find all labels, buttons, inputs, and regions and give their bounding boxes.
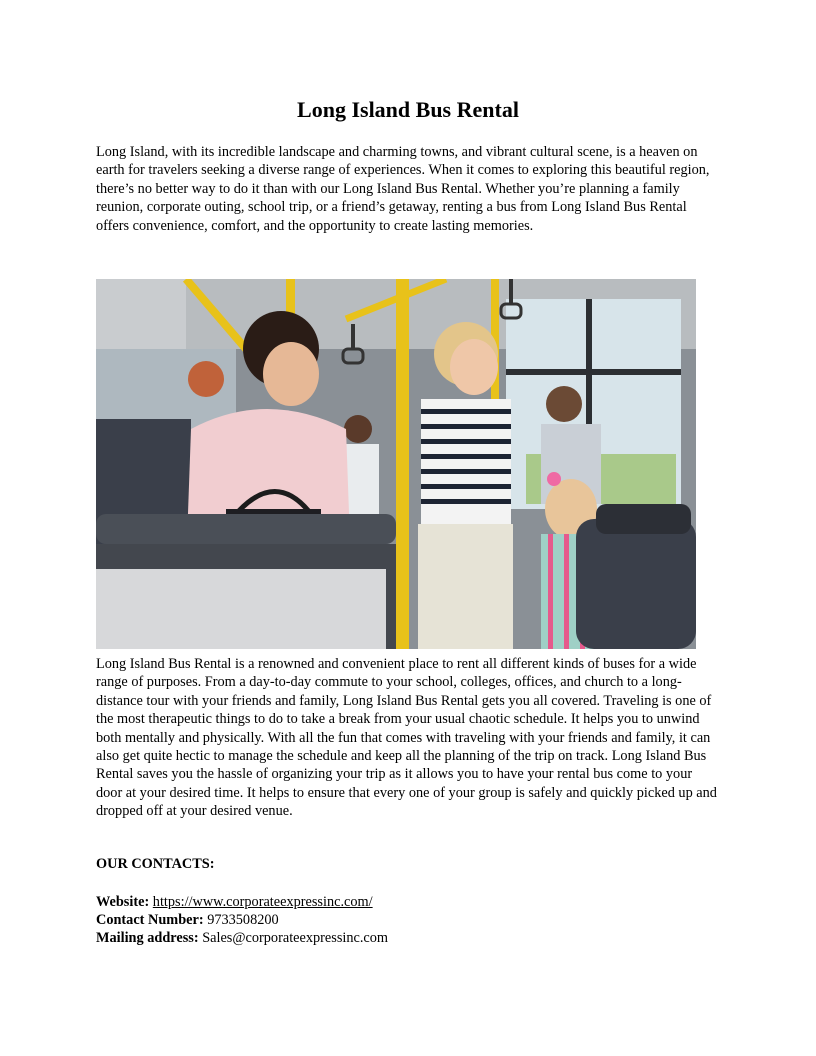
website-line: [96, 893, 373, 911]
website-link[interactable]: https://www.corporateexpressinc.com/: [152, 894, 373, 910]
mail-value: Sales@corporateexpressinc.com: [202, 930, 389, 946]
body-paragraph: Long Island Bus Rental is a renowned and convenient place to rent all different kinds of buses for a wide range of purposes. From a day-to-day commute to your school, colleges, offices, and church to a long-distance tour with your friends and family, Long Island Bus Rental gets you all covered. Traveling is one of the most therapeutic things to do to take a break from your usual chaotic schedule. It helps you to unwind both mentally and physically. With all the fun that comes with traveling with your friends and family, it can also get quite hectic to manage the schedule and keep all the planning of the trip on track. Long Island Bus Rental saves you the hassle of organizing your trip as it allows you to have your rental bus come to your door at your desired time. It helps to ensure that every one of your group is safely and quickly picked up and dropped off at your desired venue.: [96, 656, 717, 820]
yellow-pole: [396, 279, 409, 649]
mail-line: [96, 929, 388, 947]
page-title: Long Island Bus Rental: [297, 97, 519, 122]
intro-paragraph: Long Island, with its incredible landscape and charming towns, and vibrant cultural scene, is a heaven on earth for travelers seeking a diverse range of experiences. When it comes to exploring this beautiful region, there’s no better way to do it than with our Long Island Bus Rental. Whether you’re planning a family reunion, corporate outing, school trip, or a friend’s getaway, renting a bus from Long Island Bus Rental offers convenience, comfort, and the opportunity to create lasting memories.: [96, 144, 710, 234]
phone-label: Contact Number:: [96, 912, 204, 928]
bus-interior-photo: [96, 279, 696, 649]
website-label: Website:: [96, 894, 150, 910]
contacts-heading: OUR CONTACTS:: [96, 856, 215, 872]
phone-value: 9733508200: [207, 912, 279, 928]
mail-label: Mailing address:: [96, 930, 199, 946]
seat-back-rail: [96, 514, 396, 544]
phone-line: [96, 911, 279, 929]
